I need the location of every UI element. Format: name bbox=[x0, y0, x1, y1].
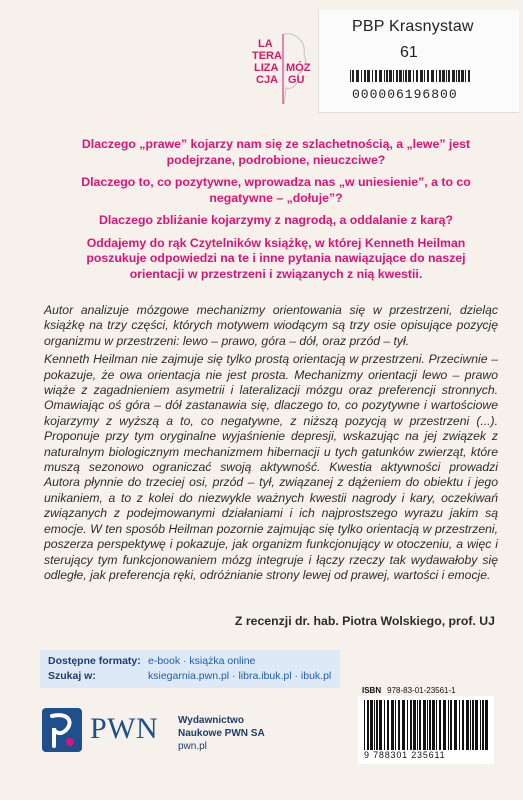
barcode-bar bbox=[396, 70, 398, 82]
search-label: Szukaj w: bbox=[48, 670, 96, 682]
barcode-bar bbox=[439, 70, 441, 82]
barcode-bar bbox=[398, 700, 400, 750]
barcode-bar bbox=[364, 70, 366, 82]
series-logo-line: TERA bbox=[252, 50, 282, 62]
barcode-bar bbox=[364, 700, 365, 750]
barcode-bar bbox=[442, 70, 445, 82]
barcode-bar bbox=[462, 700, 464, 750]
barcode-bar bbox=[367, 700, 369, 750]
barcode-bar bbox=[367, 70, 370, 82]
barcode-bar bbox=[446, 70, 447, 82]
barcode-bar bbox=[386, 70, 388, 82]
barcode-bar bbox=[485, 700, 488, 750]
barcode bbox=[358, 696, 494, 764]
barcode-bar bbox=[465, 70, 466, 82]
barcode-bar bbox=[379, 700, 382, 750]
publisher-line2: Naukowe PWN SA bbox=[178, 728, 265, 739]
barcode-bar bbox=[461, 70, 464, 82]
barcode-bar bbox=[432, 700, 435, 750]
question-2: Dlaczego to, co pozytywne, wprowadza nas „w uniesienie”, a to co negatywne – „dołuje”? bbox=[81, 175, 471, 205]
barcode-bar bbox=[423, 700, 426, 750]
barcode-bar bbox=[408, 70, 411, 82]
barcode-bar bbox=[417, 700, 418, 750]
barcode-bar bbox=[452, 70, 455, 82]
series-logo bbox=[252, 28, 311, 108]
review-paragraph: Kenneth Heilman nie zajmuje się tylko prostą orientacją w przestrzeni. Przeciwnie – pokazuje, że owa orientacja nie jest prosta. Mechanizmy orientacji lewo – prawo wiąże z zagadnieniem asymetrii i lateralizacji mózgu oraz preferencji stronnych. Omawiając oś góra – dół zastanawia się, dlaczego to, co pozytywne i wartościowe kojarzymy z wyższą a to, co negatywne, z niższą pozycją w przestrzeni (...). Proponuje przy tym oryginalne wyjaśnienie depresji, wskazując na jej związek z naturalnym biologicznym mechanizmem hibernacji u tych gatunków zwierząt, które muszą sezonowo ograniczać swoją aktywność. Kwestia aktywności prowadzi Autora płynnie do trzeciej osi, przód – tył, związanej z dążeniem do obiektu i jego unikaniem, a to z kolei do niezwykle ważnych kwestii nagrody i kary, oczekiwań związanych z podejmowanymi działaniami i ich najprostszego wyrazu jakim są emocje. W ten sposób Heilman pozornie zajmując się tylko orientacją w przestrzeni, poszerza perspektywę i pokazuje, jak organizm funkcjonujący w otoczeniu, a więc i sterujący tym funkcjonowaniem mózg integruje i łączy rzeczy tak wydawałoby się odległe, jak preferencja ręki, odróżnianie strony lewej od prawej, wartości i emocje. bbox=[44, 352, 498, 582]
library-barcode bbox=[350, 70, 474, 82]
barcode-bar bbox=[375, 70, 377, 82]
barcode-bar bbox=[350, 70, 351, 82]
library-code: 000006196800 bbox=[352, 87, 458, 102]
search-links[interactable]: ksiegarnia.pwn.pl · libra.ibuk.pl · ibuk.pl bbox=[148, 670, 332, 682]
isbn-label: ISBN bbox=[362, 686, 382, 695]
question-1: Dlaczego „prawe” kojarzy nam się ze szlachetnością, a „lewe” jest podejrzane, podrobione, nieuczciwe? bbox=[81, 137, 471, 167]
barcode-bar bbox=[413, 700, 416, 750]
barcode-bar bbox=[361, 70, 362, 82]
series-logo-line: CJA bbox=[256, 74, 279, 86]
intro-paragraph: Oddajemy do rąk Czytelników książkę, w której Kenneth Heilman poszukuje odpowiedzi na te i inne pytania nawiązujące do naszej orientacji w przestrzeni i związanych z nią kwestii. bbox=[86, 235, 466, 281]
series-logo-line: LIZA bbox=[254, 62, 279, 74]
barcode-bar bbox=[470, 700, 471, 750]
barcode-bar bbox=[407, 700, 408, 750]
barcode-bar bbox=[424, 70, 425, 82]
questions-block bbox=[80, 137, 472, 289]
formats-box bbox=[40, 650, 340, 688]
barcode-bar bbox=[439, 700, 441, 750]
barcode-bar bbox=[372, 70, 373, 82]
barcode-bar bbox=[436, 700, 437, 750]
barcode-bar bbox=[387, 700, 389, 750]
barcode-bar bbox=[391, 700, 394, 750]
isbn bbox=[362, 686, 456, 695]
barcode-bar bbox=[389, 70, 392, 82]
barcode-bar bbox=[459, 700, 460, 750]
barcode-bar bbox=[431, 70, 434, 82]
barcode-bar bbox=[393, 70, 394, 82]
series-logo-line: GU bbox=[288, 74, 305, 86]
library-number: 61 bbox=[400, 44, 418, 61]
barcode-bar bbox=[475, 700, 478, 750]
barcode-bar bbox=[482, 700, 484, 750]
barcode-bar bbox=[352, 70, 354, 82]
barcode-bar bbox=[419, 700, 421, 750]
publisher-name: PWN bbox=[90, 712, 159, 745]
formats-label: Dostępne formaty: bbox=[48, 655, 141, 667]
barcode-bar bbox=[413, 70, 414, 82]
barcode-bar bbox=[436, 70, 437, 82]
publisher-line1: Wydawnictwo bbox=[178, 715, 244, 726]
barcode-bar bbox=[376, 700, 378, 750]
barcode-bar bbox=[399, 70, 402, 82]
barcode-bar bbox=[374, 700, 375, 750]
question-3: Dlaczego zbliżanie kojarzymy z nagrodą, a oddalanie z karą? bbox=[99, 213, 453, 227]
barcode-bar bbox=[356, 70, 359, 82]
library-name: PBP Krasnystaw bbox=[352, 18, 474, 35]
isbn-number: 978-83-01-23561-1 bbox=[387, 686, 456, 695]
barcode-bar bbox=[466, 700, 469, 750]
barcode-bar bbox=[443, 700, 446, 750]
barcode-bar bbox=[384, 700, 385, 750]
barcode-bar bbox=[472, 700, 474, 750]
formats-value: e-book · książka online bbox=[148, 655, 256, 667]
publisher-info bbox=[178, 714, 265, 753]
barcode-bar bbox=[450, 700, 452, 750]
barcode-bar bbox=[403, 70, 404, 82]
review-paragraph: Autor analizuje mózgowe mechanizmy orientowania się w przestrzeni, dzieląc książkę na trzy części, których motywem wiodącym są trzy osie opisujące pozycję organizmu w przestrzeni: lewo – prawo, góra – dół, oraz przód – tył. bbox=[44, 303, 498, 348]
barcode-bar bbox=[427, 700, 428, 750]
barcode-bar bbox=[405, 70, 407, 82]
barcode-bar bbox=[370, 700, 373, 750]
barcode-bar bbox=[420, 70, 423, 82]
barcode-bar bbox=[416, 70, 418, 82]
barcode-bar bbox=[458, 70, 460, 82]
pwn-logo-icon bbox=[40, 706, 84, 754]
publisher-url[interactable]: pwn.pl bbox=[178, 741, 207, 752]
barcode-bar bbox=[410, 700, 412, 750]
barcode-bar bbox=[429, 700, 431, 750]
barcode-bar bbox=[402, 700, 405, 750]
barcode-bar bbox=[448, 70, 450, 82]
barcode-bar bbox=[379, 70, 382, 82]
barcode-bar bbox=[395, 700, 396, 750]
barcode-bar bbox=[427, 70, 429, 82]
series-logo-line: MÓZ bbox=[286, 62, 311, 74]
barcode-bar bbox=[448, 700, 449, 750]
review-signature: Z recenzji dr. hab. Piotra Wolskiego, prof. UJ bbox=[234, 614, 495, 628]
barcode-bar bbox=[384, 70, 385, 82]
barcode-digits: 9 788301 235611 bbox=[364, 750, 446, 760]
review-text bbox=[44, 303, 498, 586]
series-logo-line: LA bbox=[258, 38, 273, 50]
barcode-bar bbox=[480, 700, 481, 750]
barcode-bar bbox=[468, 70, 470, 82]
barcode-bar bbox=[454, 700, 457, 750]
barcode-bars bbox=[364, 700, 488, 750]
barcode-bar bbox=[456, 70, 457, 82]
